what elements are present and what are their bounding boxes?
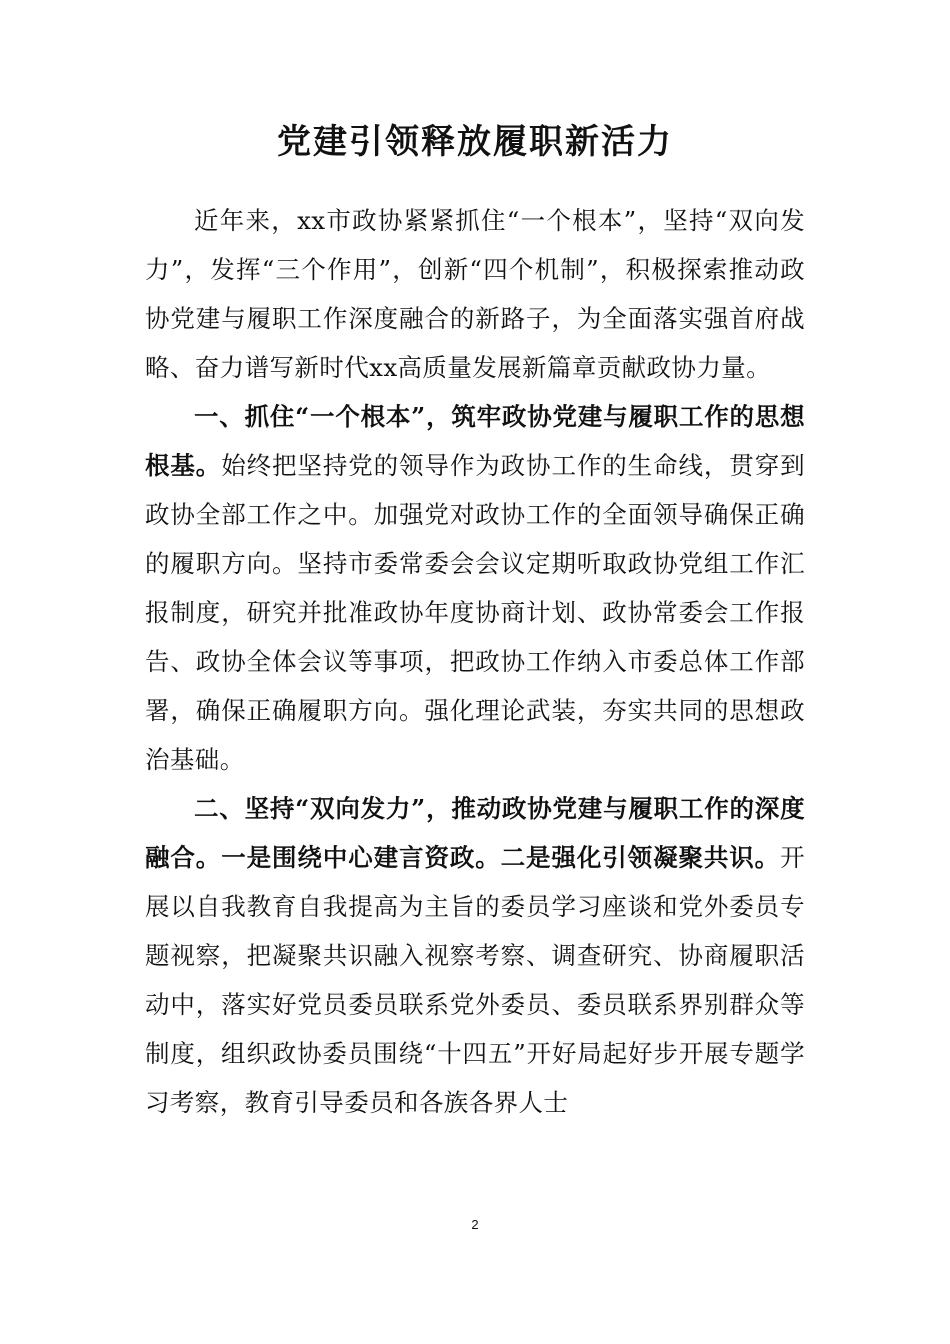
section-two-text: 开展以自我教育自我提高为主旨的委员学习座谈和党外委员专题视察，把凝聚共识融入视察考察、调查研究、协商履职活动中，落实好党员委员联系党外委员、委员联系界别群众等制度，组织政协委员围绕“十四五”开好局起好步开展专题学习考察，教育引导委员和各族各界人士 <box>145 843 805 1117</box>
section-two-paragraph <box>145 784 805 1127</box>
section-one-paragraph <box>145 392 805 784</box>
document-title: 党建引领释放履职新活力 <box>277 122 673 162</box>
document-body <box>145 196 805 1127</box>
section-two-heading: 二、坚持“双向发力”，推动政协党建与履职工作的深度融合。一是围绕中心建言资政。二是强化引领凝聚共识。 <box>145 794 805 872</box>
section-one-text: 始终把坚持党的领导作为政协工作的生命线，贯穿到政协全部工作之中。加强党对政协工作的全面领导确保正确的履职方向。坚持市委常委会会议定期听取政协党组工作汇报制度，研究并批准政协年度协商计划、政协常委会工作报告、政协全体会议等事项，把政协工作纳入市委总体工作部署，确保正确履职方向。强化理论武装，夯实共同的思想政治基础。 <box>145 451 805 774</box>
section-one-heading: 一、抓住“一个根本”，筑牢政协党建与履职工作的思想根基。 <box>145 402 805 480</box>
intro-paragraph-text: 近年来，xx市政协紧紧抓住“一个根本”，坚持“双向发力”，发挥“三个作用”，创新“四个机制”，积极探索推动政协党建与履职工作深度融合的新路子，为全面落实强首府战略、奋力谱写新时代xx高质量发展新篇章贡献政协力量。 <box>145 206 805 382</box>
intro-paragraph <box>145 196 805 392</box>
page-number: 2 <box>471 1217 479 1232</box>
